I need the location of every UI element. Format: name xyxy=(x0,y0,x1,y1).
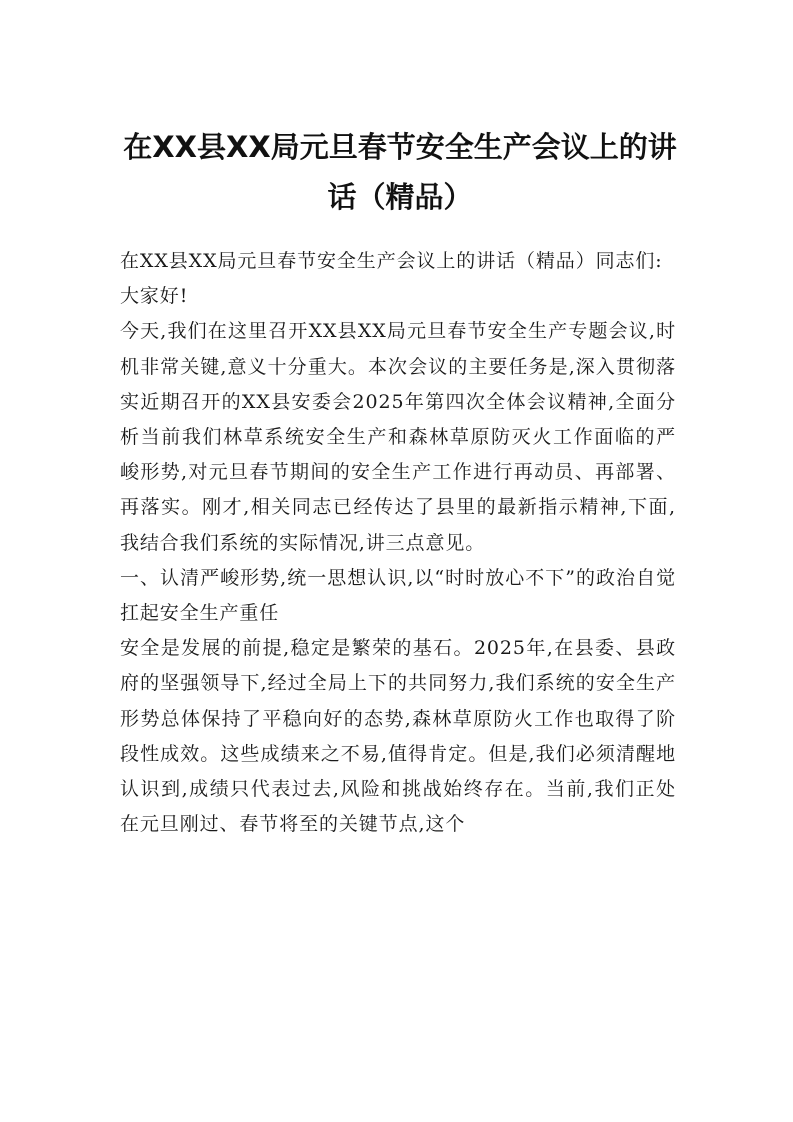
document-body xyxy=(120,244,676,842)
paragraph-heading-line: 在XX县XX局元旦春节安全生产会议上的讲话（精品）同志们: xyxy=(120,250,663,272)
paragraph-intro: 今天,我们在这里召开XX县XX局元旦春节安全生产专题会议,时机非常关键,意义十分重大。本次会议的主要任务是,深入贯彻落实近期召开的XX县安委会2025年第四次全体会议精神,全面分析当前我们林草系统安全生产和森林草原防灭火工作面临的严峻形势,对元旦春节期间的安全生产工作进行再动员、再部署、再落实。刚才,相关同志已经传达了县里的最新指示精神,下面,我结合我们系统的实际情况,讲三点意见。 xyxy=(120,320,676,554)
paragraph-section-1: 安全是发展的前提,稳定是繁荣的基石。2025年,在县委、县政府的坚强领导下,经过全局上下的共同努力,我们系统的安全生产形势总体保持了平稳向好的态势,森林草原防火工作也取得了阶段性成效。这些成绩来之不易,值得肯定。但是,我们必须清醒地认识到,成绩只代表过去,风险和挑战始终存在。当前,我们正处在元旦刚过、春节将至的关键节点,这个 xyxy=(120,637,676,836)
paragraph-greeting: 大家好! xyxy=(120,285,189,308)
section-heading-1: 一、认清严峻形势,统一思想认识,以“时时放心不下”的政治自觉扛起安全生产重任 xyxy=(120,566,676,625)
document-title: 在XX县XX局元旦春节安全生产会议上的讲话（精品） xyxy=(123,130,677,214)
